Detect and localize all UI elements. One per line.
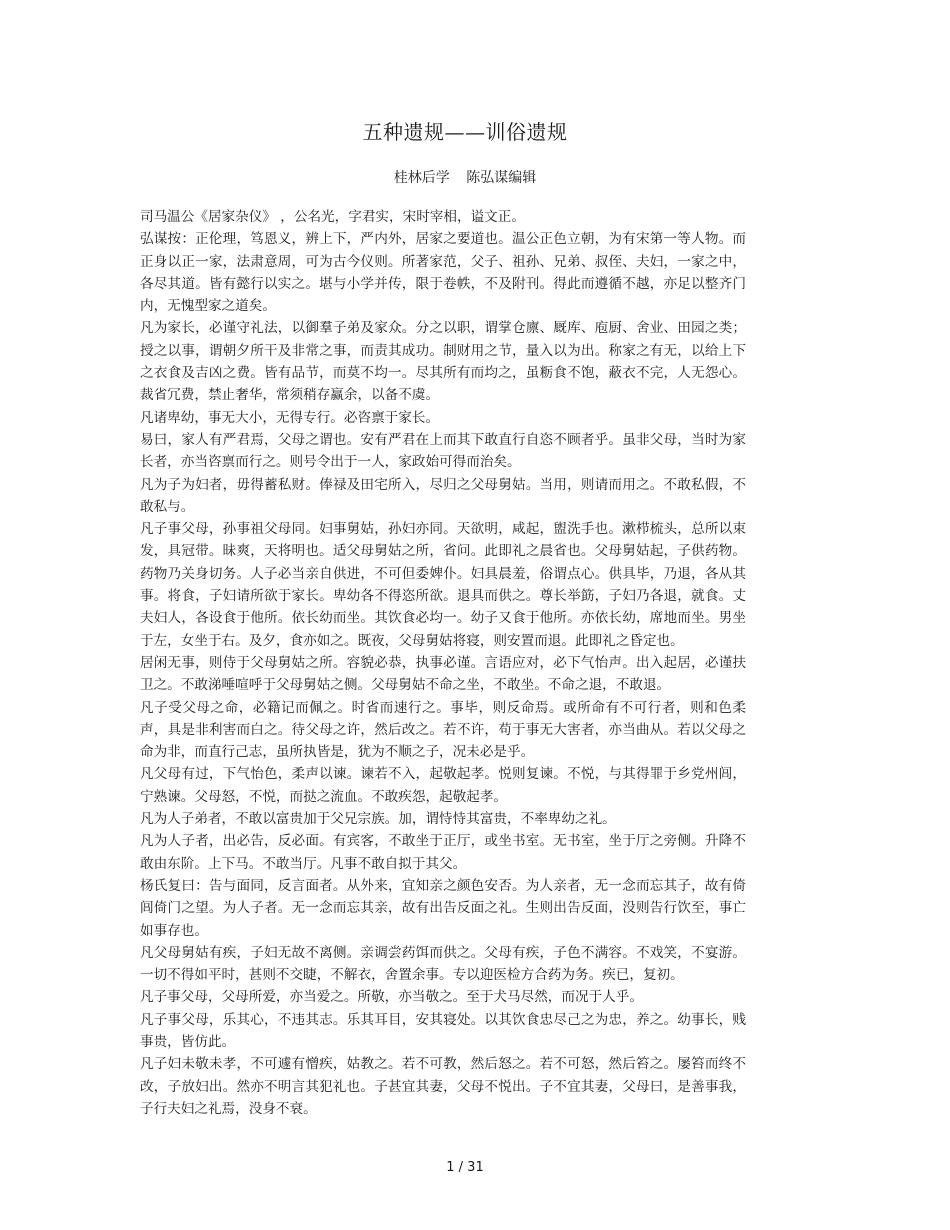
paragraph: 凡为人子者，出必告，反必面。有宾客，不敢坐于正厅，或坐书室。无书室，坐于厅之旁侧。升降不敢由东阶。上下马。不敢当厅。凡事不敢自拟于其父。 [140,833,746,872]
author-origin: 桂林后学 [393,170,450,186]
paragraph: 凡诸卑幼，事无大小，无得专行。必咨禀于家长。 [140,409,440,426]
paragraph: 凡为家长，必谨守礼法，以御羣子弟及家众。分之以职，谓掌仓廪、厩库、庖厨、舍业、田园之类；授之以事，谓朝夕所干及非常之事，而责其成功。制财用之节，量入以为出。称家之有无，以给上下之衣食及吉凶之费。皆有品节，而莫不均一。尽其所有而均之，虽粝食不饱，蔽衣不完，人无怨心。裁省冗费，禁止奢华，常须稍存赢余，以备不虞。 [140,320,746,404]
paragraph: 弘谋按：正伦理，笃恩义，辨上下，严内外，居家之要道也。温公正色立朝，为有宋第一等人物。而正身以正一家，法肃意周，可为古今仪则。所著家范，父子、祖孙、兄弟、叔侄、夫妇，一家之中，各尽其道。皆有懿行以实之。堪与小学并传，限于卷帙，不及附刊。得此而遵循不越，亦足以整齐门内，无愧型家之道矣。 [140,231,746,315]
author-name: 陈弘谋编辑 [466,170,537,186]
paragraph: 凡子事父母，乐其心，不违其志。乐其耳目，安其寝处。以其饮食忠尽己之为忠，养之。幼事长，贱事贵，皆仿此。 [140,1011,746,1050]
document-title: 五种遗规——训俗遗规 [362,120,568,144]
paragraph: 凡子妇未敬未孝，不可遽有憎疾，姑教之。若不可教，然后怒之。若不可怒，然后笞之。屡笞而终不改，子放妇出。然亦不明言其犯礼也。子甚宜其妻，父母不悦出。子不宜其妻，父母曰，是善事我，子行夫妇之礼焉，没身不衰。 [140,1056,746,1117]
paragraph: 杨氏复曰：告与面同，反言面者。从外来，宜知亲之颜色安否。为人亲者，无一念而忘其子，故有倚闾倚门之望。为人子者。无一念而忘其亲，故有出告反面之礼。生则出告反面，没则告行饮至，事亡如事存也。 [140,877,746,939]
document-author-line [0,167,930,187]
paragraph: 凡父母有过，下气怡色，柔声以谏。谏若不入，起敬起孝。悦则复谏。不悦，与其得罪于乡党州闾，宁熟谏。父母怒，不悦，而挞之流血。不敢疾怨，起敬起孝。 [140,766,746,805]
paragraph: 凡父母舅姑有疾，子妇无故不离侧。亲调尝药饵而供之。父母有疾，子色不满容。不戏笑，不宴游。一切不得如平时，甚则不交睫，不解衣，舍置余事。专以迎医检方合药为务。疾已，复初。 [140,944,746,984]
paragraph: 凡为子为妇者，毋得蓄私财。俸禄及田宅所入，尽归之父母舅姑。当用，则请而用之。不敢私假，不敢私与。 [140,476,746,515]
document-body [140,206,746,1120]
paragraph: 司马温公《居家杂仪》 ，公名光，字君实，宋时宰相，谥文正。 [140,209,525,225]
paragraph: 居闲无事，则侍于父母舅姑之所。容貌必恭，执事必谨。言语应对，必下气怡声。出入起居，必谨扶卫之。不敢涕唾喧呼于父母舅姑之侧。父母舅姑不命之坐，不敢坐。不命之退，不敢退。 [140,654,746,694]
page-number: 1 / 31 [446,1160,484,1175]
paragraph: 凡子事父母，父母所爱，亦当爱之。所敬，亦当敬之。至于犬马尽然，而况于人乎。 [140,989,643,1006]
paragraph: 凡为人子弟者，不敢以富贵加于父兄宗族。加，谓恃恃其富贵，不率卑幼之礼。 [140,811,616,828]
paragraph: 凡子事父母，孙事祖父母同。妇事舅姑，孙妇亦同。天欲明，咸起，盥洗手也。漱栉梳头，总所以束发，具冠带。昧爽，天将明也。适父母舅姑之所，省问。此即礼之晨省也。父母舅姑起，子供药物。药物乃关身切务。人子必当亲自供进，不可但委婢仆。妇具晨羞，俗谓点心。供具毕，乃退，各从其事。将食，子妇请所欲于家长。卑幼各不得恣所欲。退具而供之。尊长举筯，子妇乃各退，就食。丈夫妇人，各设食于他所。依长幼而坐。其饮食必均一。幼子又食于他所。亦依长幼，席地而坐。男坐于左，女坐于右。及夕，食亦如之。既夜，父母舅姑将寝，则安置而退。此即礼之昏定也。 [140,521,746,649]
paragraph: 凡子受父母之命，必籍记而佩之。时省而速行之。事毕，则反命焉。或所命有不可行者，则和色柔声，具是非利害而白之。待父母之许，然后改之。若不许，苟于事无大害者，亦当曲从。若以父母之命为非，而直行己志，虽所执皆是，犹为不顺之子，况未必是乎。 [140,699,746,761]
paragraph: 易曰，家人有严君焉，父母之谓也。安有严君在上而其下敢直行自恣不顾者乎。虽非父母，当时为家长者，亦当咨禀而行之。则号令出于一人，家政始可得而治矣。 [140,431,746,471]
